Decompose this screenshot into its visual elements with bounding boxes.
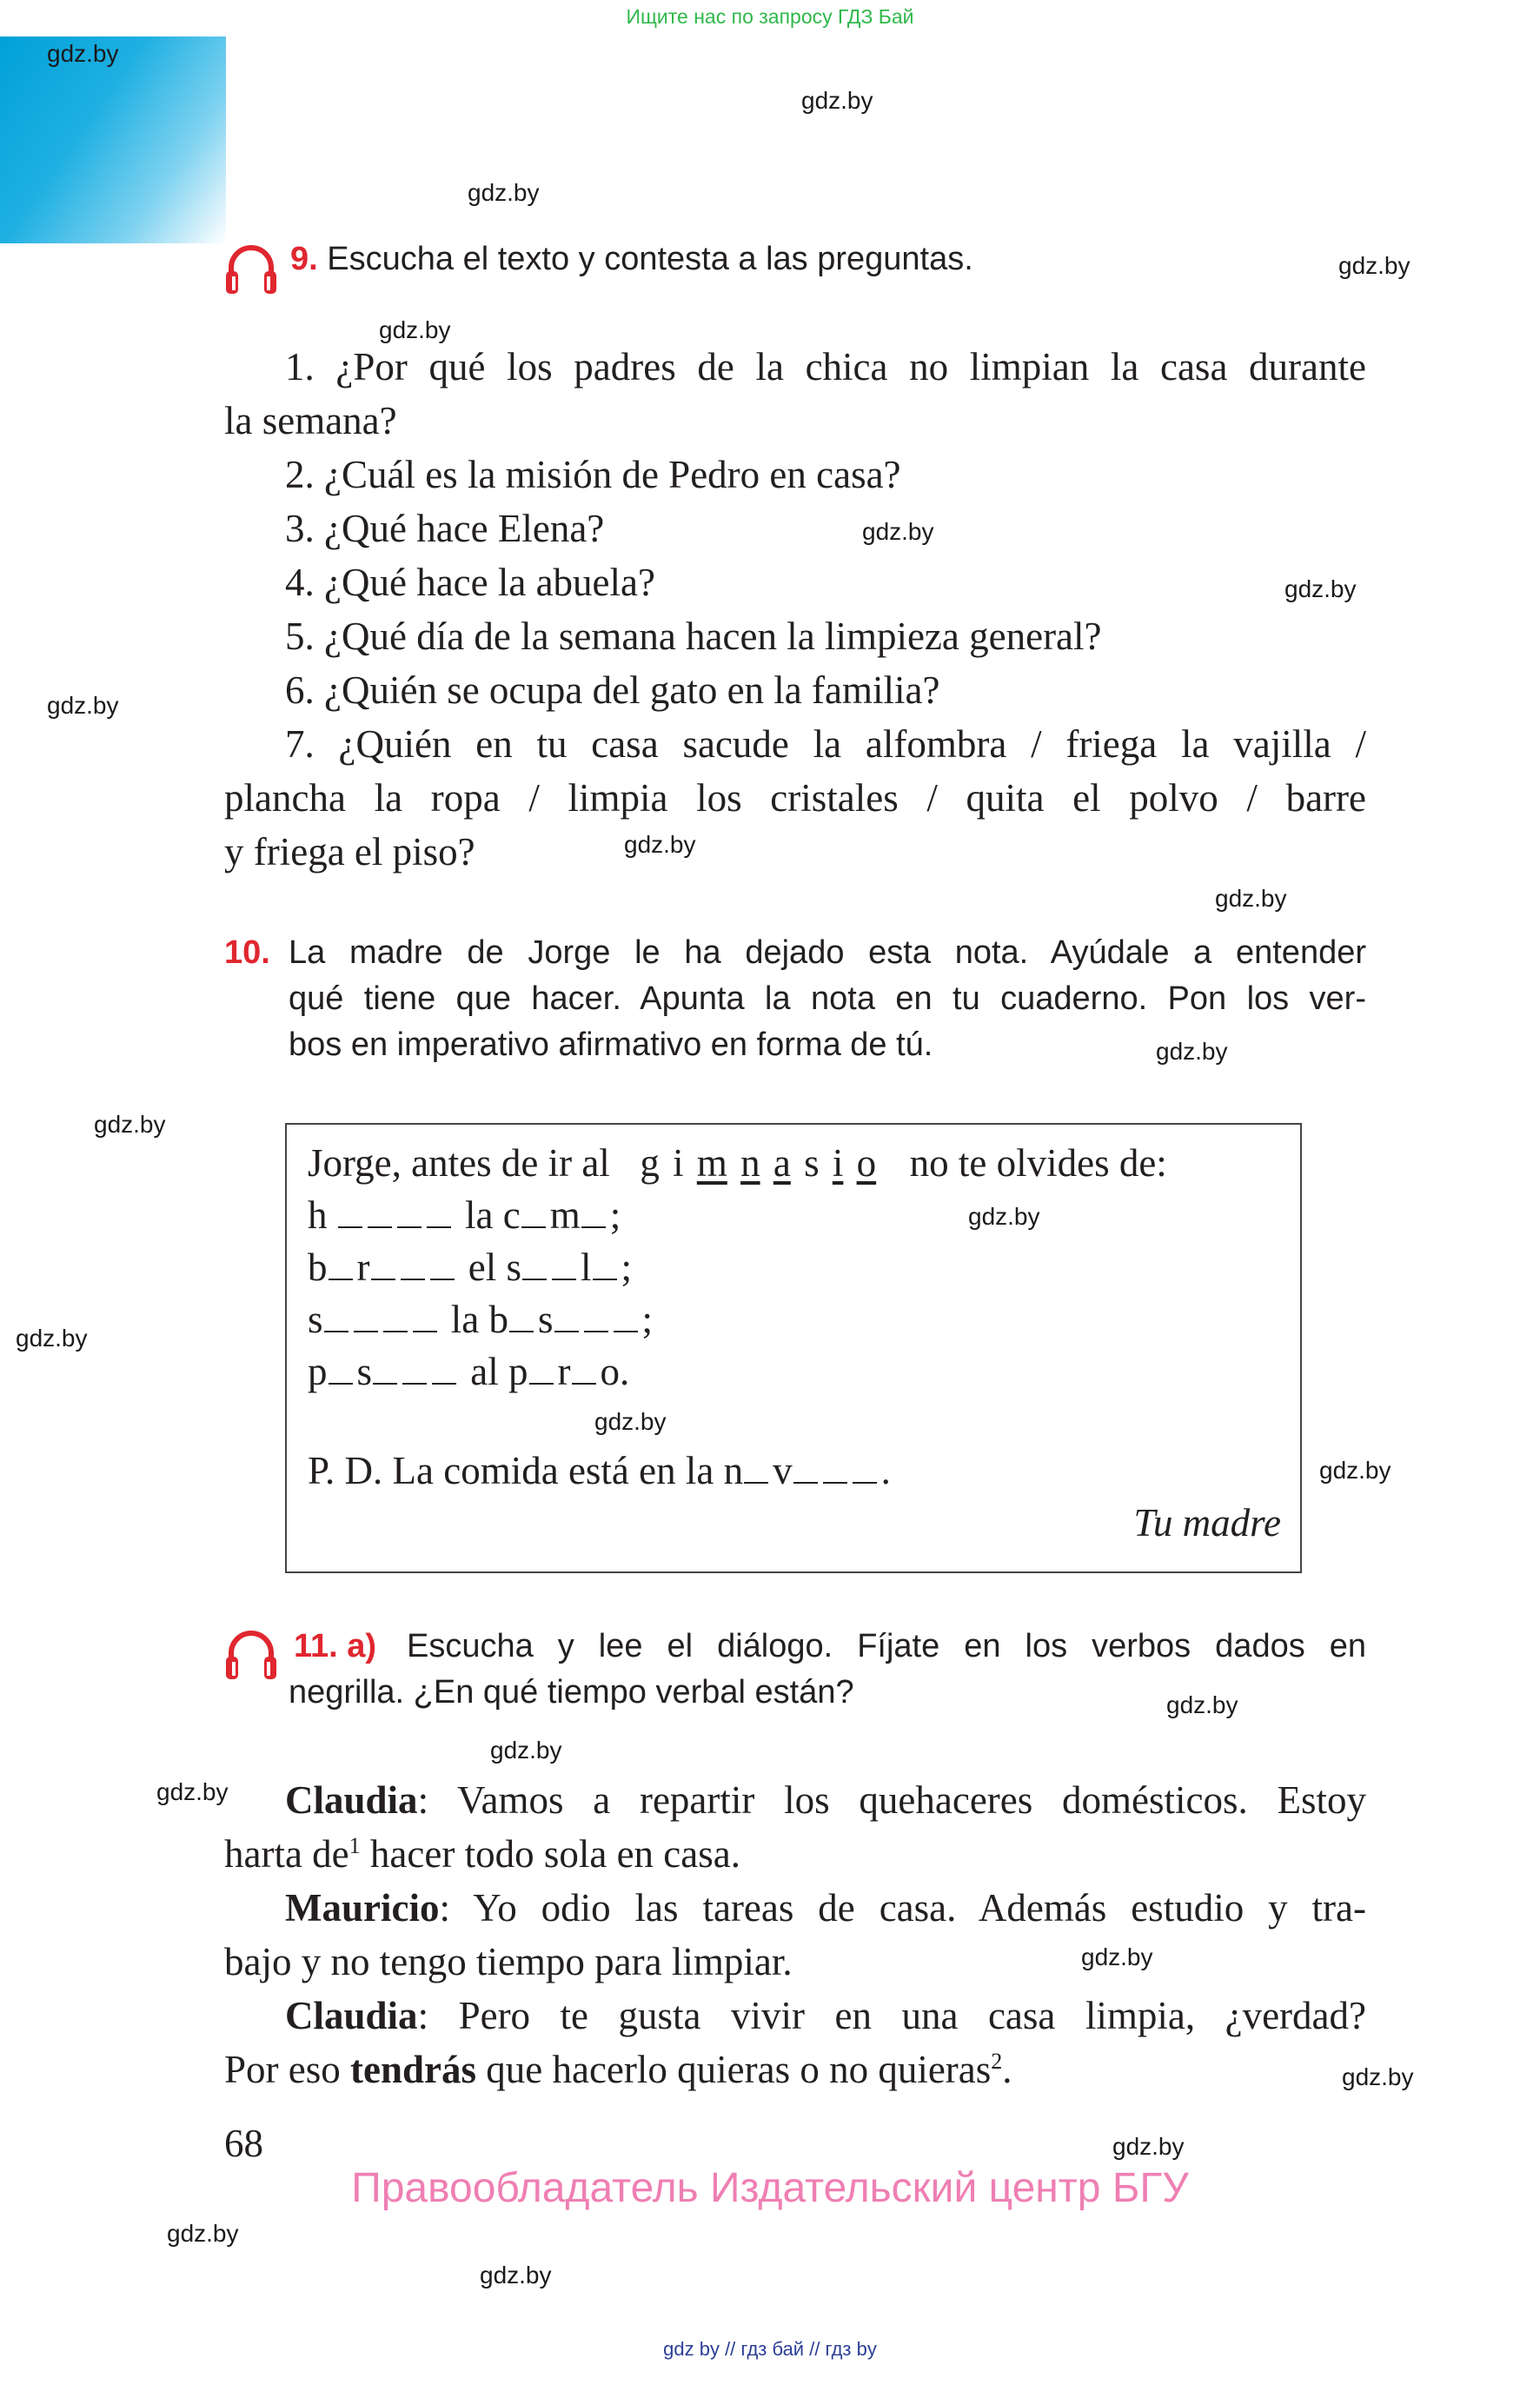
top-note: Ищите нас по запросу ГДЗ Бай <box>626 5 914 28</box>
letter-blank <box>383 1305 408 1332</box>
speaker-mauricio: Mauricio <box>285 1886 440 1930</box>
watermark: gdz.by <box>379 316 451 343</box>
note-text: al <box>470 1350 499 1393</box>
watermark: gdz.by <box>594 1408 667 1435</box>
letter-blank <box>793 1456 818 1484</box>
watermark: gdz.by <box>624 831 696 858</box>
watermark: gdz.by <box>1342 2063 1414 2090</box>
dialogue-line <box>224 1827 1366 1881</box>
note-text: . <box>880 1449 891 1492</box>
letter-blank <box>593 1252 617 1280</box>
watermark: gdz.by <box>490 1737 562 1764</box>
watermark: gdz.by <box>1081 1943 1153 1970</box>
note-line-ps <box>308 1448 891 1493</box>
exercise-9-instruction: Escucha el texto y contesta a las preguntas. <box>327 241 973 277</box>
dialogue-text: hacer todo sola en casa. <box>360 1832 740 1876</box>
letter-blank <box>552 1252 576 1280</box>
headphones-icon <box>224 1627 278 1683</box>
note-text: no te olvides de: <box>909 1141 1167 1185</box>
note-text: p <box>508 1350 528 1393</box>
note-line-intro <box>308 1140 1167 1186</box>
gym-letter: s <box>804 1141 820 1185</box>
gym-letter: a <box>773 1141 791 1185</box>
dialogue-line <box>224 1989 1366 2043</box>
note-text: o. <box>600 1350 630 1393</box>
question-line: 1. ¿Por qué los padres de la chica no limpian la casa durante <box>285 345 1366 389</box>
exercise-9-number: 9. <box>290 241 318 277</box>
exercise-9-questions <box>224 340 1366 879</box>
note-text: s <box>308 1298 323 1341</box>
letter-blank <box>432 1357 456 1385</box>
letter-blank <box>521 1200 546 1228</box>
note-line-2 <box>308 1192 621 1238</box>
letter-blank <box>324 1305 348 1332</box>
note-text: Jorge, antes de ir al <box>308 1141 610 1185</box>
letter-blank <box>430 1252 455 1280</box>
question-line: la semana? <box>224 399 397 442</box>
note-signature: Tu madre <box>1133 1501 1281 1545</box>
exercise-10-number: 10. <box>224 934 270 971</box>
watermark: gdz.by <box>16 1325 88 1352</box>
letter-blank <box>509 1305 534 1332</box>
note-text: ; <box>621 1246 633 1289</box>
letter-blank <box>373 1357 397 1385</box>
dialogue-text: harta de <box>224 1832 349 1876</box>
question-line: 2. ¿Cuál es la misión de Pedro en casa? <box>285 453 901 496</box>
note-text: b <box>488 1298 508 1341</box>
instruction-line: negrilla. ¿En qué tiempo verbal están? <box>289 1674 854 1711</box>
speaker-claudia: Claudia <box>285 1994 418 2037</box>
dialogue-text: que hacerlo quieras o no quieras <box>476 2048 992 2091</box>
dialogue <box>224 1773 1366 2096</box>
letter-blank <box>401 1252 425 1280</box>
dialogue-text: Por eso <box>224 2048 350 2091</box>
letter-blank <box>572 1357 596 1385</box>
watermark: gdz.by <box>156 1778 229 1805</box>
copyright-holder: Правообладатель Издательский центр БГУ <box>351 2165 1189 2211</box>
speaker-claudia: Claudia <box>285 1778 418 1822</box>
watermark: gdz.by <box>862 518 934 545</box>
note-text: el <box>468 1246 497 1289</box>
watermark: gdz.by <box>94 1111 166 1138</box>
exercise-10-instruction <box>289 930 1366 1068</box>
note-text: s <box>538 1298 554 1341</box>
dialogue-line: bajo y no tengo tiempo para limpiar. <box>224 1940 793 1983</box>
letter-blank <box>402 1357 427 1385</box>
letter-blank <box>427 1200 451 1228</box>
dialogue-line <box>224 1773 1366 1827</box>
dialogue-text: . <box>1002 2048 1012 2091</box>
letter-blank <box>522 1252 547 1280</box>
page-number: 68 <box>224 2122 263 2165</box>
gym-letter: i <box>673 1141 684 1185</box>
question-line: 5. ¿Qué día de la semana hacen la limpieza general? <box>285 615 1102 658</box>
dialogue-text: : Vamos a repartir los quehaceres domésticos. Estoy <box>417 1778 1366 1822</box>
letter-blank <box>329 1357 353 1385</box>
dialogue-line <box>224 1881 1366 1935</box>
dialogue-text: : Yo odio las tareas de casa. Además estudio y tra- <box>439 1886 1366 1930</box>
note-text: s <box>506 1246 521 1289</box>
note-text: m <box>549 1193 581 1237</box>
bottom-links[interactable]: gdz by // гдз бай // гдз by <box>663 2338 877 2360</box>
watermark: gdz.by <box>1112 2133 1185 2160</box>
instruction-line: Escucha y lee el diálogo. Fíjate en los verbos dados en <box>407 1628 1366 1664</box>
watermark: gdz.by <box>167 2220 239 2247</box>
instruction-line: La madre de Jorge le ha dejado esta nota. Ayúdale a entender <box>289 934 1366 971</box>
exercise-11-instruction <box>289 1624 1366 1716</box>
exercise-11-part: a) <box>347 1628 377 1664</box>
note-box <box>285 1123 1302 1573</box>
watermark: gdz.by <box>480 2262 552 2289</box>
letter-blank <box>397 1200 422 1228</box>
letter-blank <box>413 1305 437 1332</box>
watermark: gdz.by <box>1284 575 1357 602</box>
headphones-icon <box>224 242 278 297</box>
letter-blank <box>823 1456 847 1484</box>
note-text: s <box>356 1350 373 1393</box>
exercise-9-heading <box>290 236 973 282</box>
note-text: b <box>308 1246 328 1289</box>
watermark: gdz.by <box>47 40 119 67</box>
note-line-4 <box>308 1297 653 1342</box>
footnote-marker: 2 <box>991 2049 1003 2074</box>
watermark: gdz.by <box>47 692 119 719</box>
note-text: v <box>773 1449 793 1492</box>
note-text: ; <box>641 1298 654 1341</box>
letter-blank <box>371 1252 395 1280</box>
letter-blank <box>853 1456 877 1484</box>
question-line: plancha la ropa / limpia los cristales / quita el polvo / barre <box>224 776 1366 820</box>
question-line: 4. ¿Qué hace la abuela? <box>285 561 655 604</box>
note-line-3 <box>308 1245 632 1290</box>
letter-blank <box>581 1200 606 1228</box>
letter-blank <box>554 1305 579 1332</box>
footnote-marker: 1 <box>348 1833 361 1858</box>
gym-letter: g <box>640 1141 660 1185</box>
watermark: gdz.by <box>968 1203 1040 1230</box>
question-line: 3. ¿Qué hace Elena? <box>285 507 605 550</box>
letter-blank <box>529 1357 554 1385</box>
letter-blank <box>329 1252 353 1280</box>
letter-blank <box>354 1305 378 1332</box>
note-text: r <box>356 1246 370 1289</box>
note-text: h <box>308 1193 328 1237</box>
gym-letter: m <box>696 1141 727 1185</box>
watermark: gdz.by <box>1215 885 1287 912</box>
letter-blank <box>584 1305 608 1332</box>
instruction-line: bos en imperativo afirmativo en forma de tú. <box>289 1026 933 1063</box>
letter-blank <box>744 1456 768 1484</box>
watermark: gdz.by <box>1156 1038 1228 1065</box>
letter-blank <box>338 1200 362 1228</box>
note-text: P. D. La comida está en la n <box>308 1449 744 1492</box>
dialogue-text: : Pero te gusta vivir en una casa limpia, ¿verdad? <box>417 1994 1366 2037</box>
note-text: ; <box>609 1193 621 1237</box>
watermark: gdz.by <box>1319 1457 1391 1484</box>
note-text: c <box>502 1193 521 1237</box>
note-text: la <box>450 1298 480 1341</box>
instruction-line: qué tiene que hacer. Apunta la nota en tu cuaderno. Pon los ver- <box>289 980 1366 1017</box>
note-text: p <box>308 1350 328 1393</box>
note-text: la <box>465 1193 494 1237</box>
gym-letter: i <box>832 1141 844 1185</box>
note-text: l <box>581 1246 592 1289</box>
watermark: gdz.by <box>1166 1691 1238 1718</box>
watermark: gdz.by <box>1338 252 1411 279</box>
note-line-5 <box>308 1349 629 1394</box>
note-text: r <box>557 1350 571 1393</box>
letter-blank <box>368 1200 392 1228</box>
watermark: gdz.by <box>801 87 873 114</box>
question-line: 7. ¿Quién en tu casa sacude la alfombra / friega la vajilla / <box>285 722 1366 766</box>
letter-blank <box>614 1305 638 1332</box>
question-line: 6. ¿Quién se ocupa del gato en la familia? <box>285 668 940 712</box>
exercise-11-number: 11. <box>294 1628 338 1664</box>
gym-letter: o <box>856 1141 877 1185</box>
bold-verb: tendrás <box>350 2048 476 2091</box>
question-line: y friega el piso? <box>224 830 475 874</box>
dialogue-line <box>224 2043 1366 2096</box>
gym-letter: n <box>740 1141 760 1185</box>
watermark: gdz.by <box>468 179 540 206</box>
